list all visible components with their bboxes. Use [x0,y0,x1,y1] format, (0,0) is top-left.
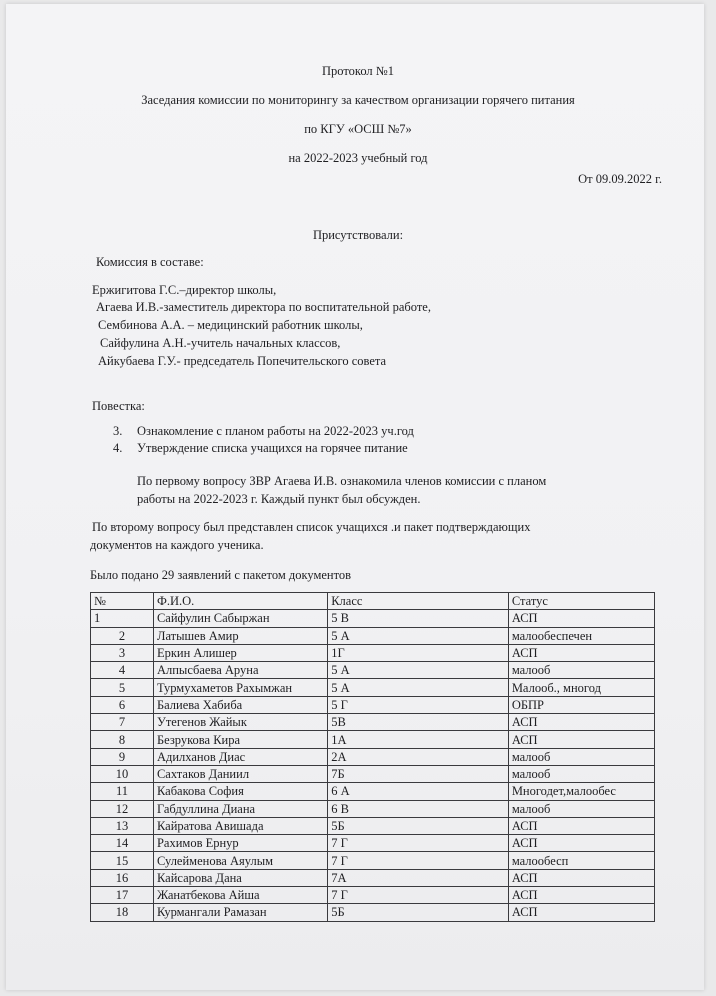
applications-submitted-text: Было подано 29 заявлений с пакетом документов [90,568,352,582]
student-status: Малооб., многод [508,679,654,696]
table-row [91,662,655,679]
column-header-status: Статус [508,593,654,610]
agenda-item-text: Утверждение списка учащихся на горячее питание [137,441,408,455]
student-name: Габдуллина Диана [153,800,327,817]
student-name: Латышев Амир [153,627,327,644]
student-status: АСП [508,610,654,627]
student-class: 5 А [328,679,509,696]
table-row [91,765,655,782]
student-class: 5 В [328,610,509,627]
agenda-item-number: 3. [113,424,123,438]
row-number: 14 [91,835,154,852]
row-number: 6 [91,696,154,713]
student-class: 6 А [328,783,509,800]
member-item: Айкубаева Г.У.- председатель Попечительского совета [98,354,387,368]
table-row [91,817,655,834]
student-status: Многодет,малообес [508,783,654,800]
protocol-title: Протокол №1 [322,64,394,78]
student-status: малообесп [508,852,654,869]
member-item: Агаева И.В.-заместитель директора по воспитательной работе, [96,300,431,314]
present-heading: Присутствовали: [312,228,404,242]
student-class: 5 А [328,662,509,679]
table-row [91,610,655,627]
student-status: АСП [508,644,654,661]
member-item: Ержигитова Г.С.–директор школы, [92,283,277,297]
student-name: Балиева Хабиба [153,696,327,713]
row-number: 4 [91,662,154,679]
student-class: 6 В [328,800,509,817]
member-item: Сайфулина А.Н.-учитель начальных классов, [100,336,341,350]
row-number: 17 [91,887,154,904]
student-name: Кабакова София [153,783,327,800]
student-status: малооб [508,748,654,765]
table-row [91,679,655,696]
table-row [91,696,655,713]
protocol-subtitle-line2: по КГУ «ОСШ №7» [304,122,412,136]
student-class: 1Г [328,644,509,661]
student-status: АСП [508,714,654,731]
student-status: малооб [508,662,654,679]
protocol-date: От 09.09.2022 г. [578,172,662,186]
student-status: малообеспечен [508,627,654,644]
student-name: Адилханов Диас [153,748,327,765]
student-status: АСП [508,904,654,921]
row-number: 15 [91,852,154,869]
student-name: Сахтаков Даниил [153,765,327,782]
student-name: Курмангали Рамазан [153,904,327,921]
student-class: 5 Г [328,696,509,713]
student-class: 5Б [328,817,509,834]
student-name: Безрукова Кира [153,731,327,748]
student-status: ОБПР [508,696,654,713]
student-status: АСП [508,731,654,748]
student-name: Сулейменова Аяулым [153,852,327,869]
protocol-subtitle-line1: Заседания комиссии по мониторингу за качеством организации горячего питания [141,93,575,107]
paragraph-first-question-line1: По первому вопросу ЗВР Агаева И.В. ознакомила членов комиссии с планом [137,474,547,488]
paragraph-second-question-line2: документов на каждого ученика. [90,538,264,552]
table-row [91,835,655,852]
student-status: АСП [508,835,654,852]
paragraph-second-question-line1: По второму вопросу был представлен список учащихся .и пакет подтверждающих [92,520,531,534]
agenda-item-number: 4. [113,441,123,455]
table-row [91,748,655,765]
column-header-name: Ф.И.О. [153,593,327,610]
student-status: АСП [508,869,654,886]
row-number: 9 [91,748,154,765]
paragraph-first-question-line2: работы на 2022-2023 г. Каждый пункт был обсужден. [137,492,421,506]
student-name: Жанатбекова Айша [153,887,327,904]
student-name: Утегенов Жайык [153,714,327,731]
column-header-class: Класс [328,593,509,610]
member-item: Сембинова А.А. – медицинский работник школы, [98,318,363,332]
row-number: 8 [91,731,154,748]
student-name: Рахимов Ернур [153,835,327,852]
table-row [91,627,655,644]
row-number: 16 [91,869,154,886]
students-table [90,592,655,922]
student-status: малооб [508,765,654,782]
agenda-item-text: Ознакомление с планом работы на 2022-2023 уч.год [137,424,414,438]
student-class: 5В [328,714,509,731]
student-status: малооб [508,800,654,817]
row-number: 2 [91,627,154,644]
column-header-number: № [91,593,154,610]
student-class: 7 Г [328,852,509,869]
table-row [91,800,655,817]
student-class: 2А [328,748,509,765]
table-row [91,731,655,748]
row-number: 3 [91,644,154,661]
student-name: Турмухаметов Рахымжан [153,679,327,696]
commission-label: Комиссия в составе: [96,255,204,269]
protocol-subtitle-line3: на 2022-2023 учебный год [288,151,428,165]
table-row [91,714,655,731]
table-row [91,904,655,921]
row-number: 13 [91,817,154,834]
student-name: Еркин Алишер [153,644,327,661]
student-class: 1А [328,731,509,748]
student-class: 7Б [328,765,509,782]
table-row [91,869,655,886]
student-class: 7 Г [328,835,509,852]
agenda-heading: Повестка: [92,399,145,413]
table-row [91,852,655,869]
student-name: Сайфулин Сабыржан [153,610,327,627]
student-name: Алпысбаева Аруна [153,662,327,679]
row-number: 11 [91,783,154,800]
student-status: АСП [508,887,654,904]
student-class: 7А [328,869,509,886]
student-class: 7 Г [328,887,509,904]
student-class: 5 А [328,627,509,644]
row-number: 5 [91,679,154,696]
table-row [91,887,655,904]
student-class: 5Б [328,904,509,921]
student-name: Кайсарова Дана [153,869,327,886]
student-name: Кайратова Авишада [153,817,327,834]
table-header-row [91,593,655,610]
table-row [91,783,655,800]
row-number: 7 [91,714,154,731]
row-number: 18 [91,904,154,921]
row-number: 12 [91,800,154,817]
row-number: 10 [91,765,154,782]
table-row [91,644,655,661]
row-number: 1 [91,610,154,627]
student-status: АСП [508,817,654,834]
